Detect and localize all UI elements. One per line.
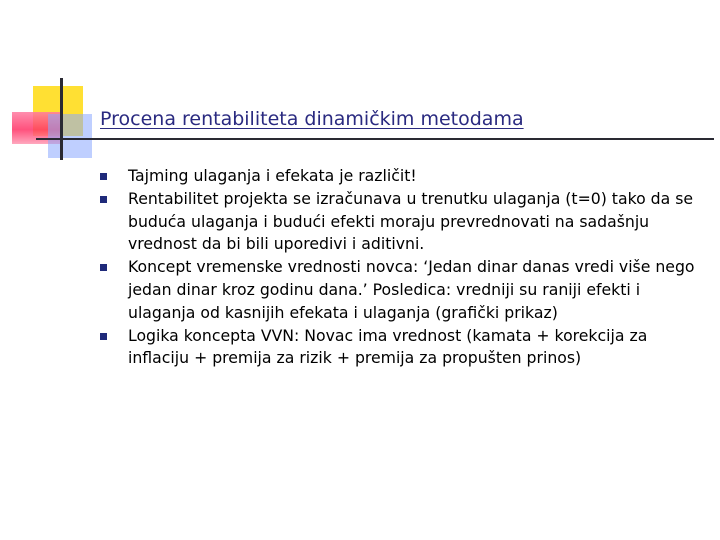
- slide-title: Procena rentabiliteta dinamičkim metodama: [100, 108, 524, 130]
- bullet-item: [100, 165, 700, 188]
- bullet-item: [100, 325, 700, 371]
- bullet-list: [100, 165, 700, 370]
- bullet-marker-icon: [100, 173, 107, 180]
- bullet-text: Logika koncepta VVN: Novac ima vrednost (kamata + korekcija za inflaciju + premija za rizik + premija za propušten prinos): [128, 325, 648, 368]
- title-underline-rule: [36, 138, 714, 140]
- decorative-vertical-line: [60, 78, 63, 160]
- bullet-text: Koncept vremenske vrednosti novca: ‘Jedan dinar danas vredi više nego jedan dinar kroz godinu dana.’ Posledica: vredniji su raniji efekti i ulaganja od kasnijih efekata i ulaganja (grafički prikaz): [128, 257, 695, 322]
- bullet-item: [100, 188, 700, 256]
- bullet-item: [100, 256, 700, 324]
- bullet-marker-icon: [100, 264, 107, 271]
- bullet-marker-icon: [100, 196, 107, 203]
- bullet-marker-icon: [100, 333, 107, 340]
- bullet-text: Rentabilitet projekta se izračunava u trenutku ulaganja (t=0) tako da se buduća ulaganja i budući efekti moraju prevrednovati na sadašnju vrednost da bi bili uporedivi i aditivni.: [128, 188, 694, 254]
- decorative-blue-square: [48, 114, 92, 158]
- bullet-text: Tajming ulaganja i efekata je različit!: [128, 166, 417, 185]
